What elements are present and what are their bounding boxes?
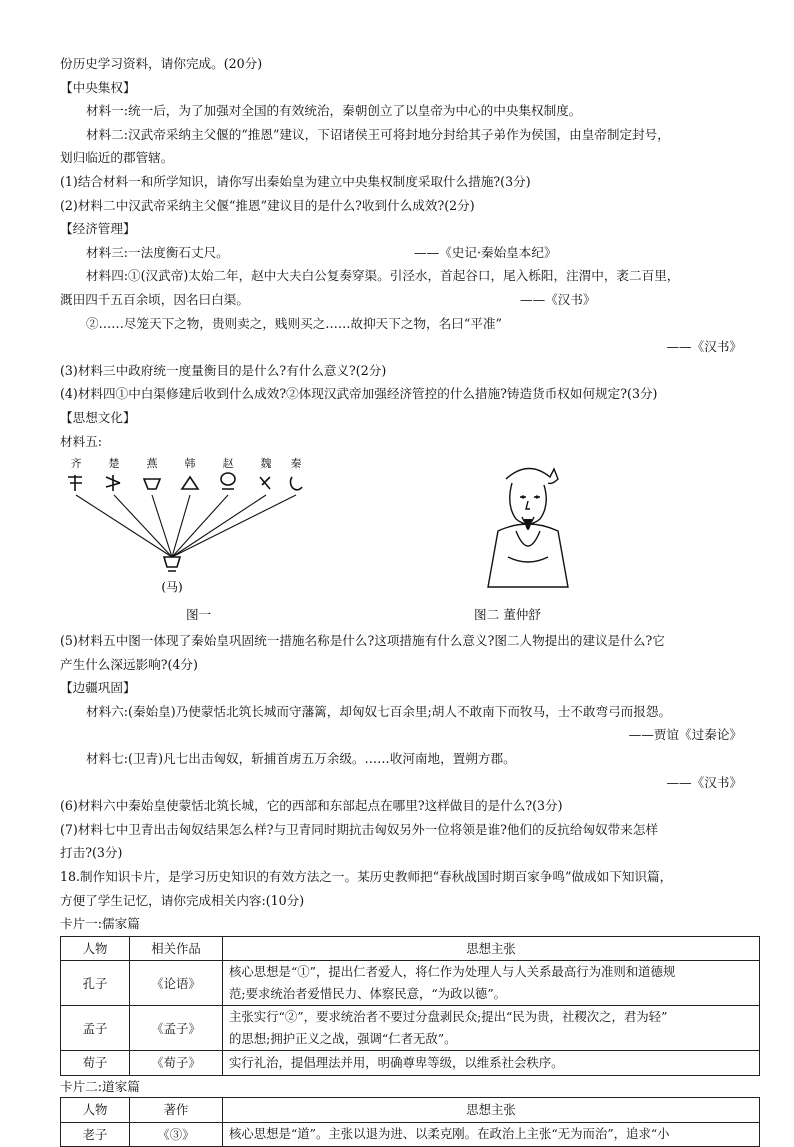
material-4-line2 <box>60 288 760 312</box>
state-label: 楚 <box>108 457 120 471</box>
question-6: (6)材料六中秦始皇使蒙恬北筑长城，它的西部和东部起点在哪里?这样做目的是什么?(3分) <box>60 798 563 814</box>
card-2-title: 卡片二:道家篇 <box>60 1079 140 1094</box>
ancient-glyphs <box>68 473 302 491</box>
question-7-line2: 打击?(3分) <box>60 845 123 861</box>
idea-line: 核心思想是“①”，提出仁者爱人，将仁作为处理人与人关系最高行为准则和道德规 <box>229 964 676 980</box>
material-2-line1: 材料二:汉武帝采纳主父偃的“推恩”建议，下诏诸侯王可将封地分封给其子弟作为侯国，由皇帝制定封号， <box>86 126 670 142</box>
work-cell: 《论语》 <box>130 961 223 1006</box>
column-header: 思想主张 <box>223 936 760 961</box>
work-cell: 《③》 <box>130 1122 223 1147</box>
figure-2-caption: 图二 董仲舒 <box>474 607 541 623</box>
material-7: 材料七:(卫青)凡七出击匈奴，斩捕首虏五万余级。……收河南地，置朔方郡。 <box>86 751 516 767</box>
question-5-line1: (5)材料五中图一体现了秦始皇巩固统一措施名称是什么?这项措施有什么意义?图二人物提出的建议是什么?它 <box>60 633 665 649</box>
person-cell: 荀子 <box>61 1051 130 1076</box>
idea-cell <box>223 1006 760 1051</box>
material-3 <box>60 241 760 265</box>
material-1: 材料一:统一后，为了加强对全国的有效统治，秦朝创立了以皇帝为中心的中央集权制度。 <box>86 103 582 119</box>
intro-line: 份历史学习资料，请你完成。(20分) <box>60 56 263 71</box>
taoist-card-table <box>60 1097 760 1147</box>
unification-lines <box>76 495 296 557</box>
state-label: 齐 <box>70 457 82 471</box>
idea-line: 的思想;拥护正义之战，强调“仁者无敌”。 <box>229 1031 457 1047</box>
idea-line: 主张实行“②”，要求统治者不要过分盘剥民众;提出“民为贵，社稷次之，君为轻” <box>229 1009 668 1025</box>
material-5-label: 材料五: <box>60 433 103 449</box>
unified-glyph <box>164 557 180 571</box>
figure-1-caption: 图一 <box>186 607 212 623</box>
table-header-row <box>61 1098 760 1123</box>
person-cell: 孟子 <box>61 1006 130 1051</box>
question-1: (1)结合材料一和所学知识，请你写出秦始皇为建立中央集权制度采取什么措施?(3分) <box>60 173 531 189</box>
state-label: 魏 <box>260 457 272 471</box>
figure-1-diagram <box>60 453 320 603</box>
section-heading-economy: 【经济管理】 <box>60 221 136 237</box>
material-7-source: ——《汉书》 <box>666 774 742 790</box>
confucian-card-table <box>60 936 760 1076</box>
figure-2-portrait <box>468 457 588 597</box>
idea-cell <box>223 961 760 1006</box>
idea-line: 范;要求统治者爱惜民力、体察民意，“为政以德”。 <box>229 986 507 1002</box>
state-label: 秦 <box>290 457 302 471</box>
column-header: 人物 <box>61 936 130 961</box>
person-cell: 孔子 <box>61 961 130 1006</box>
material-5-figures <box>60 453 760 629</box>
state-label: 燕 <box>146 457 158 471</box>
question-18-line1: 18.制作知识卡片，是学习历史知识的有效方法之一。某历史教师把“春秋战国时期百家争鸣”做成如下知识篇， <box>60 869 673 885</box>
table-row <box>61 1051 760 1076</box>
material-6: 材料六:(秦始皇)乃使蒙恬北筑长城而守藩篱，却匈奴七百余里;胡人不敢南下而牧马，士不敢弯弓而报怨。 <box>86 703 672 719</box>
idea-cell: 实行礼治，提倡理法并用，明确尊卑等级，以维系社会秩序。 <box>223 1051 760 1076</box>
section-heading-culture: 【思想文化】 <box>60 409 136 425</box>
question-4: (4)材料四①中白渠修建后收到什么成效?②体现汉武帝加强经济管控的什么措施?铸造货币权如何规定?(3分) <box>60 386 658 402</box>
card-1-title: 卡片一:儒家篇 <box>60 916 140 932</box>
exam-page <box>60 52 760 1147</box>
material-4-source-2: ——《汉书》 <box>666 339 742 355</box>
column-header: 相关作品 <box>130 936 223 961</box>
material-4-text: 溉田四千五百余顷，因名曰白渠。 <box>60 291 249 307</box>
material-2-line2: 划归临近的郡管辖。 <box>60 150 174 166</box>
section-heading-frontier: 【边疆巩固】 <box>60 680 136 696</box>
section-heading-centralization: 【中央集权】 <box>60 79 136 95</box>
work-cell: 《荀子》 <box>130 1051 223 1076</box>
material-3-source: ——《史记·秦始皇本纪》 <box>414 244 557 260</box>
table-header-row <box>61 936 760 961</box>
material-4-source-1: ——《汉书》 <box>520 291 596 307</box>
column-header: 人物 <box>61 1098 130 1123</box>
state-label: 赵 <box>222 457 234 471</box>
column-header: 思想主张 <box>223 1098 760 1123</box>
idea-cell: 核心思想是“道”。主张以退为进、以柔克刚。在政治上主张“无为而治”，追求“小 <box>223 1122 760 1147</box>
question-3: (3)材料三中政府统一度量衡目的是什么?有什么意义?(2分) <box>60 362 387 378</box>
table-row <box>61 961 760 1006</box>
person-cell: 老子 <box>61 1122 130 1147</box>
unified-label: (马) <box>161 580 183 595</box>
table-row <box>61 1122 760 1147</box>
table-row <box>61 1006 760 1051</box>
material-6-source: ——贾谊《过秦论》 <box>628 727 742 743</box>
state-label: 韩 <box>184 457 196 471</box>
question-5-line2: 产生什么深远影响?(4分) <box>60 656 198 672</box>
material-3-text: 材料三:一法度衡石丈尺。 <box>86 244 229 260</box>
work-cell: 《孟子》 <box>130 1006 223 1051</box>
question-2: (2)材料二中汉武帝采纳主父偃“推恩”建议目的是什么?收到什么成效?(2分) <box>60 197 475 213</box>
column-header: 著作 <box>130 1098 223 1123</box>
material-4-line3: ②……尽笼天下之物，贵则卖之，贱则买之……故抑天下之物，名曰“平准” <box>86 315 502 331</box>
question-18-line2: 方便了学生记忆，请你完成相关内容:(10分) <box>60 892 305 908</box>
question-7-line1: (7)材料七中卫青出击匈奴结果怎么样?与卫青同时期抗击匈奴另外一位将领是谁?他们的反抗给匈奴带来怎样 <box>60 821 659 837</box>
material-4-line1: 材料四:①(汉武帝)太始二年，赵中大夫白公复奏穿渠。引泾水，首起谷口，尾入栎阳，注渭中，袤二百里， <box>86 268 680 284</box>
